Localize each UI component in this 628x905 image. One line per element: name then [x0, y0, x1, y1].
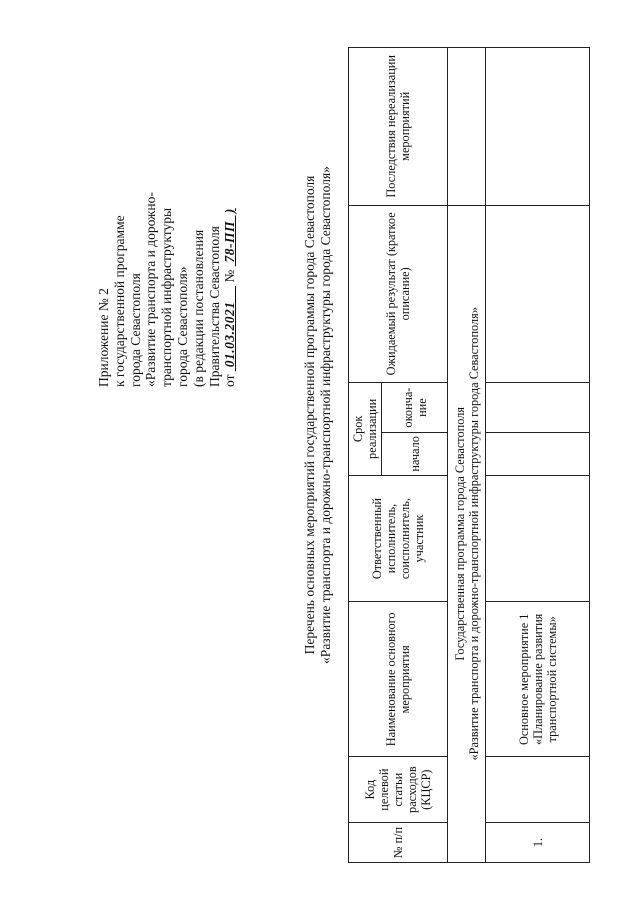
header-code: Код целевой статьи расходов (КЦСР) [349, 757, 448, 823]
header-end: оконча-ние [382, 383, 448, 433]
row-consequences [486, 48, 590, 206]
row-end [486, 383, 590, 433]
header-consequences: Последствия нереализации мероприятий [349, 48, 448, 206]
appendix-line: города Севастополя» [174, 266, 190, 387]
program-line-1: Государственная программа города Севастополя [452, 406, 467, 661]
document-title [302, 115, 334, 715]
header-row [349, 48, 382, 863]
row-number: 1. [486, 823, 590, 863]
appendix-line: Приложение № 2 [96, 288, 111, 387]
resolution-date: 01.03.2021 [222, 301, 238, 368]
measures-table [348, 47, 590, 863]
program-consequences-cell [448, 48, 486, 206]
title-line-2: «Развитие транспорта и дорожно-транспортной инфраструктуры города Севастополя» [318, 166, 333, 664]
number-label: № [222, 269, 238, 283]
header-executor: Ответственный исполнитель, соисполнитель, участник [349, 475, 448, 602]
appendix-block [96, 87, 238, 387]
resolution-date-line [222, 87, 238, 387]
appendix-line: «Развитие транспорта и дорожно- [143, 192, 159, 387]
row-result [486, 205, 590, 383]
header-result: Ожидаемый результат (краткое описание) [349, 205, 448, 383]
header-number: № п/п [349, 823, 448, 863]
title-line-1: Перечень основных мероприятий государственной программы города Севастополя [302, 175, 317, 655]
appendix-line: транспортной инфраструктуры [159, 207, 175, 387]
appendix-line: города Севастополя [127, 273, 143, 387]
from-label: от [222, 374, 238, 387]
resolution-number: 78-ПП ) [222, 208, 238, 263]
header-period: Срок реализации [349, 383, 382, 476]
program-line-2: «Развитие транспорта и дорожно-транспортной инфраструктуры города Севастополя» [466, 307, 481, 761]
appendix-line: (в редакции постановления [190, 229, 206, 387]
appendix-line: к государственной программе [111, 215, 127, 387]
program-row [448, 48, 486, 863]
row-code [486, 757, 590, 823]
header-name: Наименование основного мероприятия [349, 602, 448, 757]
program-name-cell [448, 205, 486, 862]
row-executor [486, 475, 590, 602]
row-name: Основное мероприятие 1 «Планирование развития транспортной системы» [486, 602, 590, 757]
table-row [486, 48, 590, 863]
header-start: начало [382, 433, 448, 476]
appendix-line: Правительства Севастополя [206, 226, 222, 387]
row-start [486, 433, 590, 476]
